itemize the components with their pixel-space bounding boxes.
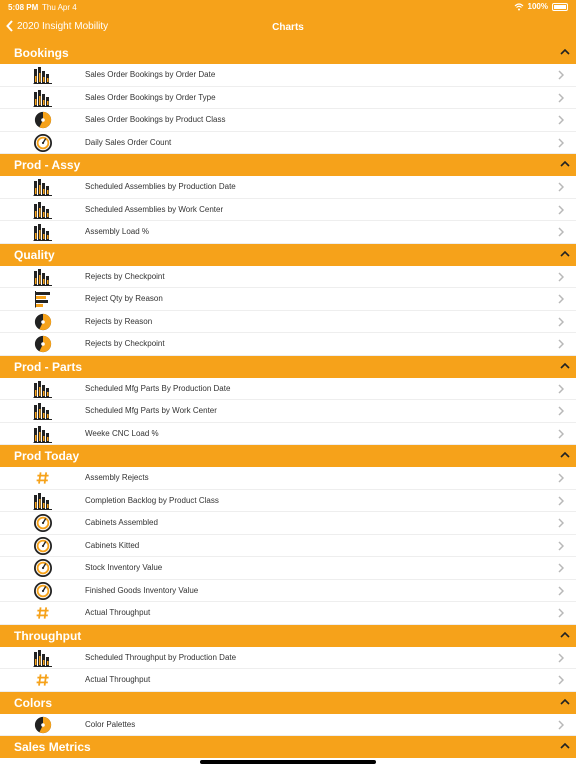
status-bar — [0, 0, 576, 14]
chevron-up-icon[interactable] — [560, 630, 570, 640]
list-item-label: Sales Order Bookings by Order Date — [85, 70, 216, 79]
list-item[interactable] — [0, 512, 576, 535]
list-item-label: Assembly Rejects — [85, 473, 149, 482]
chevron-up-icon[interactable] — [560, 361, 570, 371]
list-item[interactable] — [0, 535, 576, 558]
section-header[interactable] — [0, 42, 576, 64]
list-item[interactable] — [0, 109, 576, 132]
chevron-right-icon — [558, 720, 564, 730]
list-item-label: Scheduled Mfg Parts By Production Date — [85, 383, 231, 393]
status-right — [514, 2, 568, 11]
list-item-label: Cabinets Kitted — [85, 540, 140, 550]
page-title: Charts — [272, 22, 304, 33]
chevron-right-icon — [558, 70, 564, 80]
pie-chart-icon — [33, 313, 53, 331]
list-item[interactable] — [0, 288, 576, 311]
chevron-right-icon — [558, 294, 564, 304]
bar-chart-icon — [33, 649, 53, 667]
section-header[interactable] — [0, 692, 576, 714]
list-item-label: Rejects by Checkpoint — [85, 339, 165, 348]
chart-list — [0, 42, 576, 758]
chevron-up-icon[interactable] — [560, 159, 570, 169]
list-item[interactable] — [0, 176, 576, 199]
section-header[interactable] — [0, 154, 576, 176]
pie-chart-icon — [33, 111, 53, 129]
section-title: Quality — [14, 247, 55, 262]
list-item[interactable] — [0, 266, 576, 289]
chevron-right-icon — [558, 496, 564, 506]
section-title: Prod - Parts — [14, 359, 83, 374]
chevron-right-icon — [558, 93, 564, 103]
list-item[interactable] — [0, 221, 576, 244]
bar-chart-icon — [33, 223, 53, 241]
wifi-icon — [514, 3, 524, 11]
chevron-up-icon[interactable] — [560, 450, 570, 460]
list-item-label: Scheduled Assemblies by Work Center — [85, 204, 224, 214]
list-item[interactable] — [0, 647, 576, 670]
list-item-label: Actual Throughput — [85, 608, 151, 617]
gauge-icon — [33, 134, 53, 152]
list-item[interactable] — [0, 378, 576, 401]
list-item[interactable] — [0, 87, 576, 110]
bar-chart-icon — [33, 268, 53, 286]
chevron-right-icon — [558, 317, 564, 327]
list-item[interactable] — [0, 311, 576, 334]
section-title: Prod - Assy — [14, 158, 81, 172]
list-item[interactable] — [0, 669, 576, 692]
bar-chart-icon — [33, 89, 53, 107]
bar-chart-icon — [33, 492, 53, 510]
list-item-label: Rejects by Reason — [85, 316, 153, 326]
status-time: 5:08 PM — [8, 3, 39, 12]
list-item-label: Scheduled Mfg Parts by Work Center — [85, 406, 217, 415]
list-item-label: Assembly Load % — [85, 227, 150, 236]
home-indicator — [200, 760, 376, 764]
back-label: 2020 Insight Mobility — [17, 20, 109, 32]
chevron-right-icon — [558, 429, 564, 439]
list-item-label: Completion Backlog by Product Class — [85, 495, 219, 505]
chevron-right-icon — [558, 115, 564, 125]
chevron-right-icon — [558, 608, 564, 618]
chevron-right-icon — [558, 384, 564, 394]
section-title: Prod Today — [14, 449, 80, 463]
hash-icon — [33, 604, 53, 622]
list-item[interactable] — [0, 490, 576, 513]
list-item[interactable] — [0, 132, 576, 155]
list-item-label: Sales Order Bookings by Product Class — [85, 115, 226, 124]
chevron-right-icon — [558, 563, 564, 573]
list-item-label: Scheduled Assemblies by Production Date — [85, 182, 236, 191]
gauge-icon — [33, 582, 53, 600]
section-title: Bookings — [14, 46, 69, 60]
gauge-icon — [33, 559, 53, 577]
chevron-right-icon — [558, 586, 564, 596]
section-header[interactable] — [0, 625, 576, 647]
horizontal-bar-icon — [33, 290, 53, 308]
section-header[interactable] — [0, 736, 576, 758]
list-item-label: Color Palettes — [85, 719, 136, 729]
list-item[interactable] — [0, 714, 576, 737]
chevron-up-icon[interactable] — [560, 47, 570, 57]
chevron-up-icon[interactable] — [560, 697, 570, 707]
chevron-right-icon — [558, 473, 564, 483]
chevron-right-icon — [558, 272, 564, 282]
gauge-icon — [33, 514, 53, 532]
list-item-label: Reject Qty by Reason — [85, 294, 163, 303]
list-item[interactable] — [0, 64, 576, 87]
list-item-label: Daily Sales Order Count — [85, 137, 172, 147]
hash-icon — [33, 469, 53, 487]
chevron-right-icon — [558, 406, 564, 416]
section-header[interactable] — [0, 356, 576, 378]
bar-chart-icon — [33, 380, 53, 398]
list-item-label: Stock Inventory Value — [85, 563, 163, 572]
section-title: Sales Metrics — [14, 740, 91, 754]
gauge-icon — [33, 537, 53, 555]
nav-bar — [0, 14, 576, 42]
battery-icon — [552, 3, 568, 11]
list-item-label: Rejects by Checkpoint — [85, 271, 165, 281]
list-item-label: Actual Throughput — [85, 675, 151, 684]
list-item-label: Finished Goods Inventory Value — [85, 585, 199, 595]
list-item[interactable] — [0, 580, 576, 603]
list-item[interactable] — [0, 467, 576, 490]
list-item-label: Scheduled Throughput by Production Date — [85, 652, 237, 662]
chevron-right-icon — [558, 138, 564, 148]
list-item[interactable] — [0, 333, 576, 356]
section-title: Throughput — [14, 628, 82, 643]
pie-chart-icon — [33, 716, 53, 734]
list-item-label: Weeke CNC Load % — [85, 428, 159, 438]
chevron-right-icon — [558, 518, 564, 528]
bar-chart-icon — [33, 402, 53, 420]
bar-chart-icon — [33, 425, 53, 443]
list-item[interactable] — [0, 423, 576, 446]
chevron-right-icon — [558, 227, 564, 237]
chevron-right-icon — [558, 541, 564, 551]
hash-icon — [33, 671, 53, 689]
list-item[interactable] — [0, 557, 576, 580]
list-item-label: Sales Order Bookings by Order Type — [85, 92, 216, 102]
list-item[interactable] — [0, 199, 576, 222]
list-item-label: Cabinets Assembled — [85, 518, 158, 527]
chevron-right-icon — [558, 205, 564, 215]
chevron-up-icon[interactable] — [560, 249, 570, 259]
bar-chart-icon — [33, 66, 53, 84]
section-title: Colors — [14, 695, 53, 710]
list-item[interactable] — [0, 400, 576, 423]
list-item[interactable] — [0, 602, 576, 625]
section-header[interactable] — [0, 445, 576, 467]
chevron-up-icon[interactable] — [560, 741, 570, 751]
chevron-right-icon — [558, 339, 564, 349]
chevron-right-icon — [558, 182, 564, 192]
chevron-right-icon — [558, 653, 564, 663]
bar-chart-icon — [33, 178, 53, 196]
chevron-right-icon — [558, 675, 564, 685]
section-header[interactable] — [0, 244, 576, 266]
battery-percent: 100% — [527, 2, 548, 11]
bar-chart-icon — [33, 201, 53, 219]
status-date: Thu Apr 4 — [42, 3, 77, 12]
pie-chart-icon — [33, 335, 53, 353]
